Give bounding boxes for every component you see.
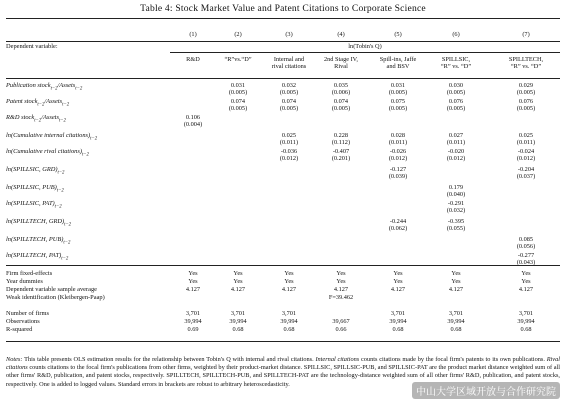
stat-value: 0.68 <box>450 326 462 333</box>
stat-value: Yes <box>284 270 294 277</box>
stat-value: 4.127 <box>230 286 246 293</box>
coefficient-value: 0.076 <box>448 98 464 105</box>
column-number: (3) <box>285 31 293 38</box>
column-title-line: Internal and <box>273 56 305 63</box>
coefficient-cell <box>370 132 426 146</box>
stat-value: Yes <box>393 278 403 285</box>
coefficient-value: 0.031 <box>230 82 246 89</box>
standard-error: (0.005) <box>446 89 466 97</box>
column-title-line: 2nd Stage IV, <box>324 56 358 63</box>
coefficient-value: -0.026 <box>389 148 407 155</box>
stat-value: Yes <box>336 278 346 285</box>
coefficient-value: -0.395 <box>447 218 465 225</box>
top-rule <box>6 18 560 19</box>
column-title-line: SPILLSIC, <box>441 56 471 63</box>
standard-error: (0.039) <box>388 173 408 181</box>
column-title <box>428 56 484 70</box>
row-label: ln(Cumulative rival $citations)_{t-2}$ <box>6 148 89 158</box>
coefficient-value: 0.025 <box>518 132 534 139</box>
column-number: (5) <box>394 31 402 38</box>
row-label: ln(SPILLSIC, $PUB)_{t-2}$ <box>6 184 64 194</box>
standard-error: (0.055) <box>446 225 466 233</box>
stat-value: 39,994 <box>229 318 247 325</box>
coefficient-cell <box>370 148 426 162</box>
dependent-variable-value: ln(Tobin's Q) <box>348 43 382 50</box>
stat-value: Yes <box>233 270 243 277</box>
stat-value: 39,994 <box>184 318 202 325</box>
coefficient-value: -0.407 <box>332 148 350 155</box>
row-label: Publication stock$_{t-2}$/Assets$_{t-2}$ <box>6 82 83 92</box>
standard-error: (0.043) <box>516 259 536 267</box>
coefficient-cell <box>428 132 484 146</box>
stat-value: 39,994 <box>447 318 465 325</box>
standard-error: (0.005) <box>388 89 408 97</box>
coefficient-value: -0.127 <box>389 166 407 173</box>
coefficient-value: 0.074 <box>281 98 297 105</box>
stat-value: Yes <box>393 270 403 277</box>
coefficient-value: 0.074 <box>333 98 349 105</box>
column-title <box>498 56 554 70</box>
stat-value: 4.127 <box>448 286 464 293</box>
notes-text-2: counts citations made by the focal firm's patents to its own publications. <box>359 356 547 363</box>
coefficient-cell <box>210 82 266 96</box>
coefficient-cell <box>498 236 554 250</box>
coefficient-cell <box>261 82 317 96</box>
stats-rule <box>6 265 560 266</box>
stat-value: Yes <box>188 278 198 285</box>
column-title-line: SPILLTECH, <box>508 56 544 63</box>
standard-error: (0.005) <box>388 105 408 113</box>
coefficient-value: 0.030 <box>448 82 464 89</box>
stat-value: 3,701 <box>448 310 464 317</box>
column-number: (2) <box>234 31 242 38</box>
watermark: 中山大学区域开放与合作研究院 <box>412 382 560 399</box>
column-title-line: Rival <box>334 63 348 70</box>
column-title-line: rival citations <box>271 63 307 70</box>
notes-lead: Notes: <box>6 356 23 363</box>
stat-label: Year dummies <box>6 278 43 285</box>
standard-error: (0.006) <box>331 89 351 97</box>
coefficient-cell <box>313 148 369 162</box>
stat-value: Yes <box>336 270 346 277</box>
coefficient-cell <box>498 98 554 112</box>
stat-value: 3,701 <box>390 310 406 317</box>
standard-error: (0.005) <box>516 105 536 113</box>
stat-value: 3,701 <box>185 310 201 317</box>
coefficient-value: 0.075 <box>390 98 406 105</box>
standard-error: (0.012) <box>446 155 466 163</box>
stat-value: Yes <box>188 270 198 277</box>
stat-label: R-squared <box>6 326 33 333</box>
coefficient-value: 0.085 <box>518 236 534 243</box>
stat-label: Dependent variable sample average <box>6 286 98 293</box>
coefficient-cell <box>370 218 426 232</box>
stat-label: Weak identification (Kleibergen-Paap) <box>6 294 105 301</box>
coefficient-value: -0.244 <box>389 218 407 225</box>
standard-error: (0.005) <box>446 105 466 113</box>
stat-value: Yes <box>233 278 243 285</box>
coefficient-value: 0.031 <box>390 82 406 89</box>
standard-error: (0.005) <box>228 105 248 113</box>
coefficient-value: -0.291 <box>447 200 465 207</box>
coefficient-value: 0.179 <box>448 184 464 191</box>
standard-error: (0.005) <box>331 105 351 113</box>
row-label: R&D stock$_{t-2}$/Assets$_{t-2}$ <box>6 114 66 124</box>
standard-error: (0.011) <box>279 139 299 147</box>
stat-value: 0.68 <box>520 326 532 333</box>
stat-value: 3,701 <box>230 310 246 317</box>
column-title-line: and BSV <box>386 63 410 70</box>
row-label: ln(Cumulative internal $citations)_{t-2}$ <box>6 132 98 142</box>
stat-value: 4.127 <box>185 286 201 293</box>
coefficient-cell <box>370 82 426 96</box>
stat-value: Yes <box>521 278 531 285</box>
column-title <box>313 56 369 70</box>
standard-error: (0.011) <box>516 139 536 147</box>
stat-value: 3,701 <box>518 310 534 317</box>
coefficient-cell <box>428 184 484 198</box>
coefficient-cell <box>370 166 426 180</box>
coefficient-cell <box>313 82 369 96</box>
stat-value: 0.68 <box>232 326 244 333</box>
stat-value: 4.127 <box>333 286 349 293</box>
stat-value: Yes <box>451 278 461 285</box>
notes-text-3: counts citations to the focal firm's publications from other firms, weighted by their product-market distance. SPILLSIC, SPILLSIC-PUB, and SPILLSIC-PAT are the product market distance weighted sum of all other firms' R&D, publication, and patent stocks, respectively. SPILLTECH, SPILLTECH-PUB, and SPILLTECH-PAT are the technology-distance weighted sum of all other firms' R&D, publication, and patent stocks, respectively. One is added to logged values. Standard errors in brackets are robust to arbitrary heteroscedasticity. <box>6 364 560 388</box>
column-title-line: “R”vs.“D” <box>224 56 252 63</box>
coefficient-value: 0.074 <box>230 98 246 105</box>
coefficient-value: 0.027 <box>448 132 464 139</box>
column-number: (7) <box>522 31 530 38</box>
column-title-line: R&D <box>186 56 200 63</box>
coefficient-value: -0.277 <box>517 252 535 259</box>
coefficient-value: -0.020 <box>447 148 465 155</box>
coefficient-cell <box>261 98 317 112</box>
column-title-line: Spill-ins, Jaffe <box>379 56 417 63</box>
stat-value: 39,994 <box>389 318 407 325</box>
standard-error: (0.040) <box>446 191 466 199</box>
coefficient-cell <box>428 98 484 112</box>
coefficient-cell <box>428 82 484 96</box>
header-rule <box>6 41 560 42</box>
standard-error: (0.012) <box>516 155 536 163</box>
coefficient-value: 0.076 <box>518 98 534 105</box>
dependent-variable-label: Dependent variable: <box>6 43 58 50</box>
stat-value: 39,667 <box>332 318 350 325</box>
stat-label: Observations <box>6 318 40 325</box>
coefficient-cell <box>498 148 554 162</box>
coefficient-value: -0.036 <box>280 148 298 155</box>
row-label: ln(SPILLTECH, $GRD)_{t-2}$ <box>6 218 72 228</box>
coefficient-value: 0.032 <box>281 82 297 89</box>
coefficient-value: 0.029 <box>518 82 534 89</box>
notes-em-1: Internal citations <box>315 356 360 363</box>
standard-error: (0.012) <box>279 155 299 163</box>
coefficient-cell <box>313 98 369 112</box>
standard-error: (0.201) <box>331 155 351 163</box>
stat-value: F=39.462 <box>328 294 354 301</box>
coefficient-value: 0.106 <box>185 114 201 121</box>
standard-error: (0.012) <box>388 155 408 163</box>
notes-em-2: Rival citations <box>6 356 560 372</box>
coefficient-cell <box>261 132 317 146</box>
stat-value: 0.66 <box>335 326 347 333</box>
column-title-line: “R” vs. “D” <box>510 63 542 70</box>
standard-error: (0.011) <box>388 139 408 147</box>
column-number: (6) <box>452 31 460 38</box>
coefficient-value: -0.204 <box>517 166 535 173</box>
coefficient-value: 0.035 <box>333 82 349 89</box>
column-title <box>210 56 266 63</box>
coefficient-cell <box>428 218 484 232</box>
column-title <box>370 56 426 70</box>
coefficient-cell <box>165 114 221 128</box>
column-title-line: “R” vs. “D” <box>440 63 472 70</box>
standard-error: (0.004) <box>183 121 203 129</box>
row-label: ln(SPILLSIC, $GRD)_{t-2}$ <box>6 166 65 176</box>
bottom-rule <box>6 341 560 342</box>
row-label: Patent stock$_{t-2}$/Assets$_{t-2}$ <box>6 98 70 108</box>
coefficient-cell <box>210 98 266 112</box>
stat-value: 0.68 <box>392 326 404 333</box>
notes-text-1: This table presents OLS estimation results for the relationship between Tobin's Q with internal and rival citations. <box>22 356 316 363</box>
stat-value: 3,701 <box>281 310 297 317</box>
coefficient-value: 0.025 <box>281 132 297 139</box>
standard-error: (0.112) <box>331 139 351 147</box>
standard-error: (0.056) <box>516 243 536 251</box>
stat-value: Yes <box>521 270 531 277</box>
stat-value: 4.127 <box>518 286 534 293</box>
column-number: (4) <box>337 31 345 38</box>
subheader-rule <box>170 52 560 53</box>
column-title <box>261 56 317 70</box>
column-number: (1) <box>189 31 197 38</box>
standard-error: (0.005) <box>279 105 299 113</box>
stat-label: Firm fixed-effects <box>6 270 53 277</box>
standard-error: (0.011) <box>446 139 466 147</box>
standard-error: (0.032) <box>446 207 466 215</box>
standard-error: (0.005) <box>279 89 299 97</box>
stat-value: Yes <box>284 278 294 285</box>
stat-value: 4.127 <box>390 286 406 293</box>
coefficient-cell <box>313 132 369 146</box>
coefficient-value: 0.028 <box>390 132 406 139</box>
row-label: ln(SPILLTECH, $PUB)_{t-2}$ <box>6 236 71 246</box>
coefficient-cell <box>428 200 484 214</box>
standard-error: (0.005) <box>516 89 536 97</box>
stat-value: Yes <box>451 270 461 277</box>
stat-value: 0.68 <box>283 326 295 333</box>
row-label: ln(SPILLSIC, $PAT)_{t-2}$ <box>6 200 62 210</box>
stat-value: 4.127 <box>281 286 297 293</box>
body-rule <box>6 78 560 79</box>
coefficient-value: -0.024 <box>517 148 535 155</box>
coefficient-cell <box>498 166 554 180</box>
coefficient-cell <box>370 98 426 112</box>
coefficient-cell <box>498 82 554 96</box>
standard-error: (0.005) <box>228 89 248 97</box>
standard-error: (0.037) <box>516 173 536 181</box>
stat-label: Number of firms <box>6 310 49 317</box>
standard-error: (0.062) <box>388 225 408 233</box>
row-label: ln(SPILLTECH, $PAT)_{t-2}$ <box>6 252 69 262</box>
stat-value: 0.69 <box>187 326 199 333</box>
coefficient-value: 0.228 <box>333 132 349 139</box>
table-caption: Table 4: Stock Market Value and Patent Citations to Corporate Science <box>140 3 426 14</box>
stat-value: 39,994 <box>517 318 535 325</box>
stat-value: 39,994 <box>280 318 298 325</box>
coefficient-cell <box>498 132 554 146</box>
coefficient-cell <box>261 148 317 162</box>
coefficient-cell <box>428 148 484 162</box>
